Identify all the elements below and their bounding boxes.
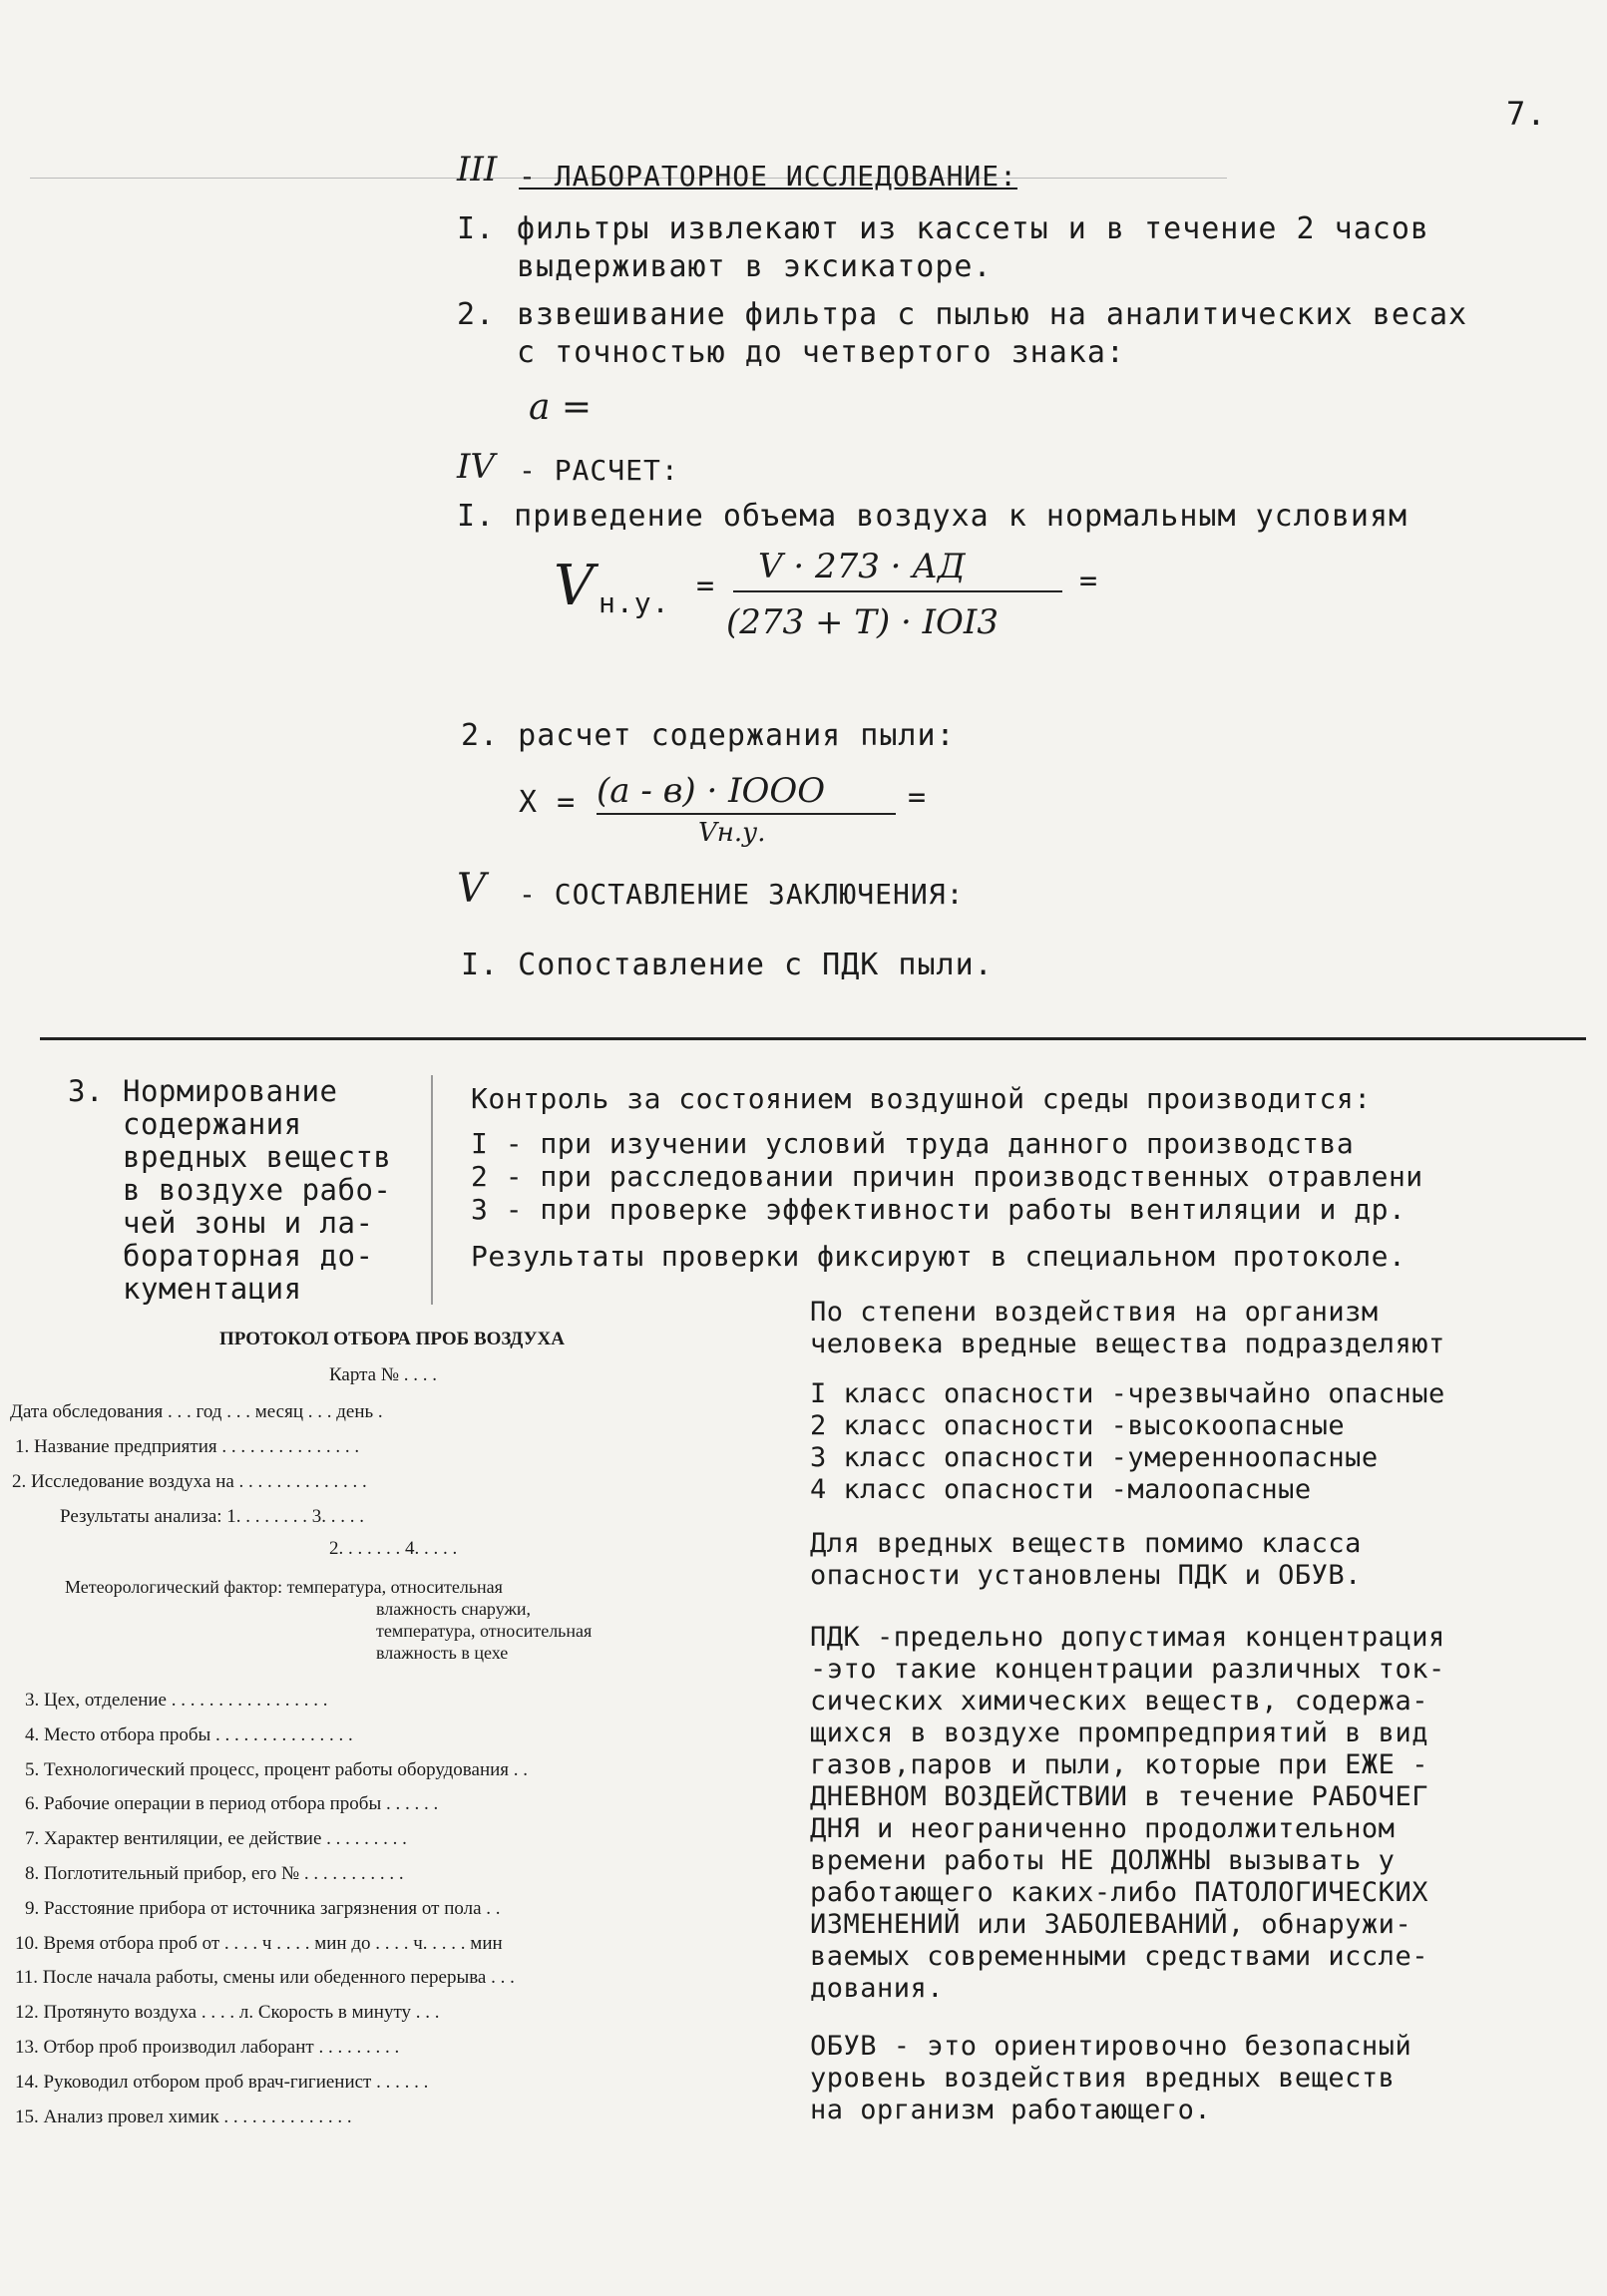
protocol-items2 xyxy=(15,1684,529,2134)
pdk-def-line: газов,паров и пыли, которые при ЕЖЕ - xyxy=(810,1749,1428,1780)
protocol-item: 12. Протянуто воздуха . . . . л. Скорость в минуту . . . xyxy=(15,2002,440,2024)
pdk-def-line: ИЗМЕНЕНИЙ или ЗАБОЛЕВАНИЙ, обнаружи- xyxy=(810,1909,1412,1940)
pdk-intro-line: Для вредных веществ помимо класса xyxy=(810,1528,1362,1559)
meteo-line: влажность в цехе xyxy=(376,1643,509,1663)
section5-numeral: V xyxy=(457,866,486,912)
margin-divider xyxy=(431,1075,433,1305)
formula1-lhs-sub: н.у. xyxy=(599,586,670,619)
margin-note xyxy=(68,1075,391,1306)
s4-item1: I. приведение объема воздуха к нормальным условиям xyxy=(457,499,1408,534)
formula2-lhs: X = xyxy=(519,785,577,820)
meteo-line: Метеорологический фактор: температура, относительная xyxy=(65,1577,503,1597)
margin-note-line: содержания xyxy=(123,1107,302,1141)
protocol-item: 1. Название предприятия . . . . . . . . . . . . . . . xyxy=(15,1436,360,1457)
class-item: I класс опасности -чрезвычайно опасные xyxy=(810,1378,1445,1409)
control-item: I - при изучении условий труда данного производства xyxy=(471,1127,1355,1160)
obuv-def-line: на организм работающего. xyxy=(810,2095,1212,2125)
class-item: 3 класс опасности -умеренноопасные xyxy=(810,1442,1379,1473)
protocol-item: 8. Поглотительный прибор, его № . . . . . . . . . . . xyxy=(25,1862,404,1884)
protocol-item: 14. Руководил отбором проб врач-гигиенист . . . . . . xyxy=(15,2071,429,2093)
formula1-denominator: (273 + T) · IOI3 xyxy=(726,602,999,642)
pdk-def-line: ПДК -предельно допустимая концентрация xyxy=(810,1622,1445,1653)
protocol-item: Результаты анализа: 1. . . . . . . . 3. . . . . xyxy=(60,1506,365,1527)
control-block xyxy=(471,1082,1588,1273)
s3-item1-line2: выдерживают в эксикаторе. xyxy=(517,249,993,284)
formula1-rhs: = xyxy=(1079,564,1099,598)
margin-note-line: бораторная до- xyxy=(123,1239,374,1273)
section-divider xyxy=(40,1037,1586,1040)
formula2-fraction-line xyxy=(597,813,896,815)
pdk-def-line: сических химических веществ, содержа- xyxy=(810,1686,1428,1717)
page-number: 7. xyxy=(1506,95,1547,133)
formula2-numerator: (a - в) · IOOO xyxy=(597,771,826,811)
margin-note-line: кументация xyxy=(123,1272,302,1306)
protocol-meteo xyxy=(65,1576,592,1664)
results-line: Результаты проверки фиксируют в специальном протоколе. xyxy=(471,1240,1406,1273)
protocol-item: 9. Расстояние прибора от источника загрязнения от пола . . xyxy=(25,1897,501,1919)
protocol-item: 10. Время отбора проб от . . . . ч . . . . мин до . . . . ч. . . . . мин xyxy=(15,1932,503,1954)
protocol-item: 4. Место отбора пробы . . . . . . . . . . . . . . . xyxy=(25,1723,353,1745)
protocol-item: 13. Отбор проб производил лаборант . . . . . . . . . xyxy=(15,2036,400,2058)
control-item: 3 - при проверке эффективности работы вентиляции и др. xyxy=(471,1193,1406,1226)
s3-item2-num: 2. xyxy=(457,297,496,332)
protocol-item: 11. После начала работы, смены или обеденного перерыва . . . xyxy=(15,1967,515,1989)
protocol-card: Карта № . . . . xyxy=(329,1364,437,1385)
a-label: a = xyxy=(529,387,593,428)
formula1-fraction-line xyxy=(733,590,1062,592)
pdk-intro-line: опасности установлены ПДК и ОБУВ. xyxy=(810,1560,1362,1591)
protocol-title: ПРОТОКОЛ ОТБОРА ПРОБ ВОЗДУХА xyxy=(219,1329,565,1349)
section3-title: - ЛАБОРАТОРНОЕ ИССЛЕДОВАНИЕ: xyxy=(519,160,1018,192)
protocol-item: 7. Характер вентиляции, ее действие . . . . . . . . . xyxy=(25,1828,407,1850)
pdk-def-line: дования. xyxy=(810,1973,945,2004)
formula1-eq: = xyxy=(696,569,716,603)
margin-note-line: Нормирование xyxy=(123,1074,338,1108)
classes-intro-line: человека вредные вещества подразделяют xyxy=(810,1329,1445,1359)
section3-numeral: III xyxy=(457,150,498,190)
obuv-def-line: уровень воздействия вредных веществ xyxy=(810,2063,1396,2094)
obuv-def-line: ОБУВ - это ориентировочно безопасный xyxy=(810,2031,1412,2062)
protocol-date: Дата обследования . . . год . . . месяц . . . день . xyxy=(10,1401,383,1422)
pdk-def-line: времени работы НЕ ДОЛЖНЫ вызывать у xyxy=(810,1845,1396,1876)
protocol-item: 3. Цех, отделение . . . . . . . . . . . . . . . . . xyxy=(25,1690,328,1711)
margin-note-line: в воздухе рабо- xyxy=(123,1173,392,1207)
margin-note-line: чей зоны и ла- xyxy=(123,1206,374,1240)
pdk-def-line: ваемых современными средствами иссле- xyxy=(810,1941,1428,1972)
protocol-item: 5. Технологический процесс, процент работы оборудования . . xyxy=(25,1758,529,1780)
s3-item2-line1: взвешивание фильтра с пылью на аналитических весах xyxy=(517,297,1468,332)
margin-note-num: 3. xyxy=(68,1074,104,1108)
formula2-rhs: = xyxy=(908,780,928,815)
protocol-item: 2. . . . . . . 4. . . . . xyxy=(329,1538,458,1559)
pdk-def-line: работающего каких-либо ПАТОЛОГИЧЕСКИХ xyxy=(810,1877,1428,1908)
formula1-lhs: V xyxy=(554,554,595,618)
right-column xyxy=(810,1297,1598,2126)
s5-item1: I. Сопоставление с ПДК пыли. xyxy=(461,948,994,982)
formula1-numerator: V · 273 · АД xyxy=(758,547,966,586)
control-item: 2 - при расследовании причин производственных отравлени xyxy=(471,1160,1423,1193)
pdk-def-line: щихся в воздухе промпредприятий в вид xyxy=(810,1718,1428,1748)
meteo-line: влажность снаружи, xyxy=(376,1599,532,1619)
section4-title: - РАСЧЕТ: xyxy=(519,454,679,487)
s3-item2-line2: с точностью до четвертого знака: xyxy=(517,335,1125,370)
pdk-def-line: ДНЕВНОМ ВОЗДЕЙСТВИИ в течение РАБОЧЕГ xyxy=(810,1781,1428,1812)
section5-title: - СОСТАВЛЕНИЕ ЗАКЛЮЧЕНИЯ: xyxy=(519,878,965,911)
pdk-def-line: -это такие концентрации различных ток- xyxy=(810,1654,1445,1685)
s3-item1-line1: фильтры извлекают из кассеты и в течение 2 часов xyxy=(517,211,1429,246)
s4-item2: 2. расчет содержания пыли: xyxy=(461,718,956,753)
margin-note-line: вредных веществ xyxy=(123,1140,392,1174)
protocol-item: 15. Анализ провел химик . . . . . . . . . . . . . . xyxy=(15,2105,352,2127)
section4-numeral: IV xyxy=(457,447,495,487)
classes-intro-line: По степени воздействия на организм xyxy=(810,1297,1379,1328)
protocol-item: 2. Исследование воздуха на . . . . . . . . . . . . . . xyxy=(12,1471,367,1492)
protocol-item: 6. Рабочие операции в период отбора пробы . . . . . . xyxy=(25,1793,439,1815)
control-title: Контроль за состоянием воздушной среды производится: xyxy=(471,1082,1372,1115)
pdk-def-line: ДНЯ и неограниченно продолжительном xyxy=(810,1813,1396,1844)
class-item: 4 класс опасности -малоопасные xyxy=(810,1474,1312,1505)
meteo-line: температура, относительная xyxy=(376,1621,593,1641)
class-item: 2 класс опасности -высокоопасные xyxy=(810,1410,1346,1441)
s3-item1-num: I. xyxy=(457,211,496,246)
formula2-denominator: Vн.у. xyxy=(698,818,766,848)
